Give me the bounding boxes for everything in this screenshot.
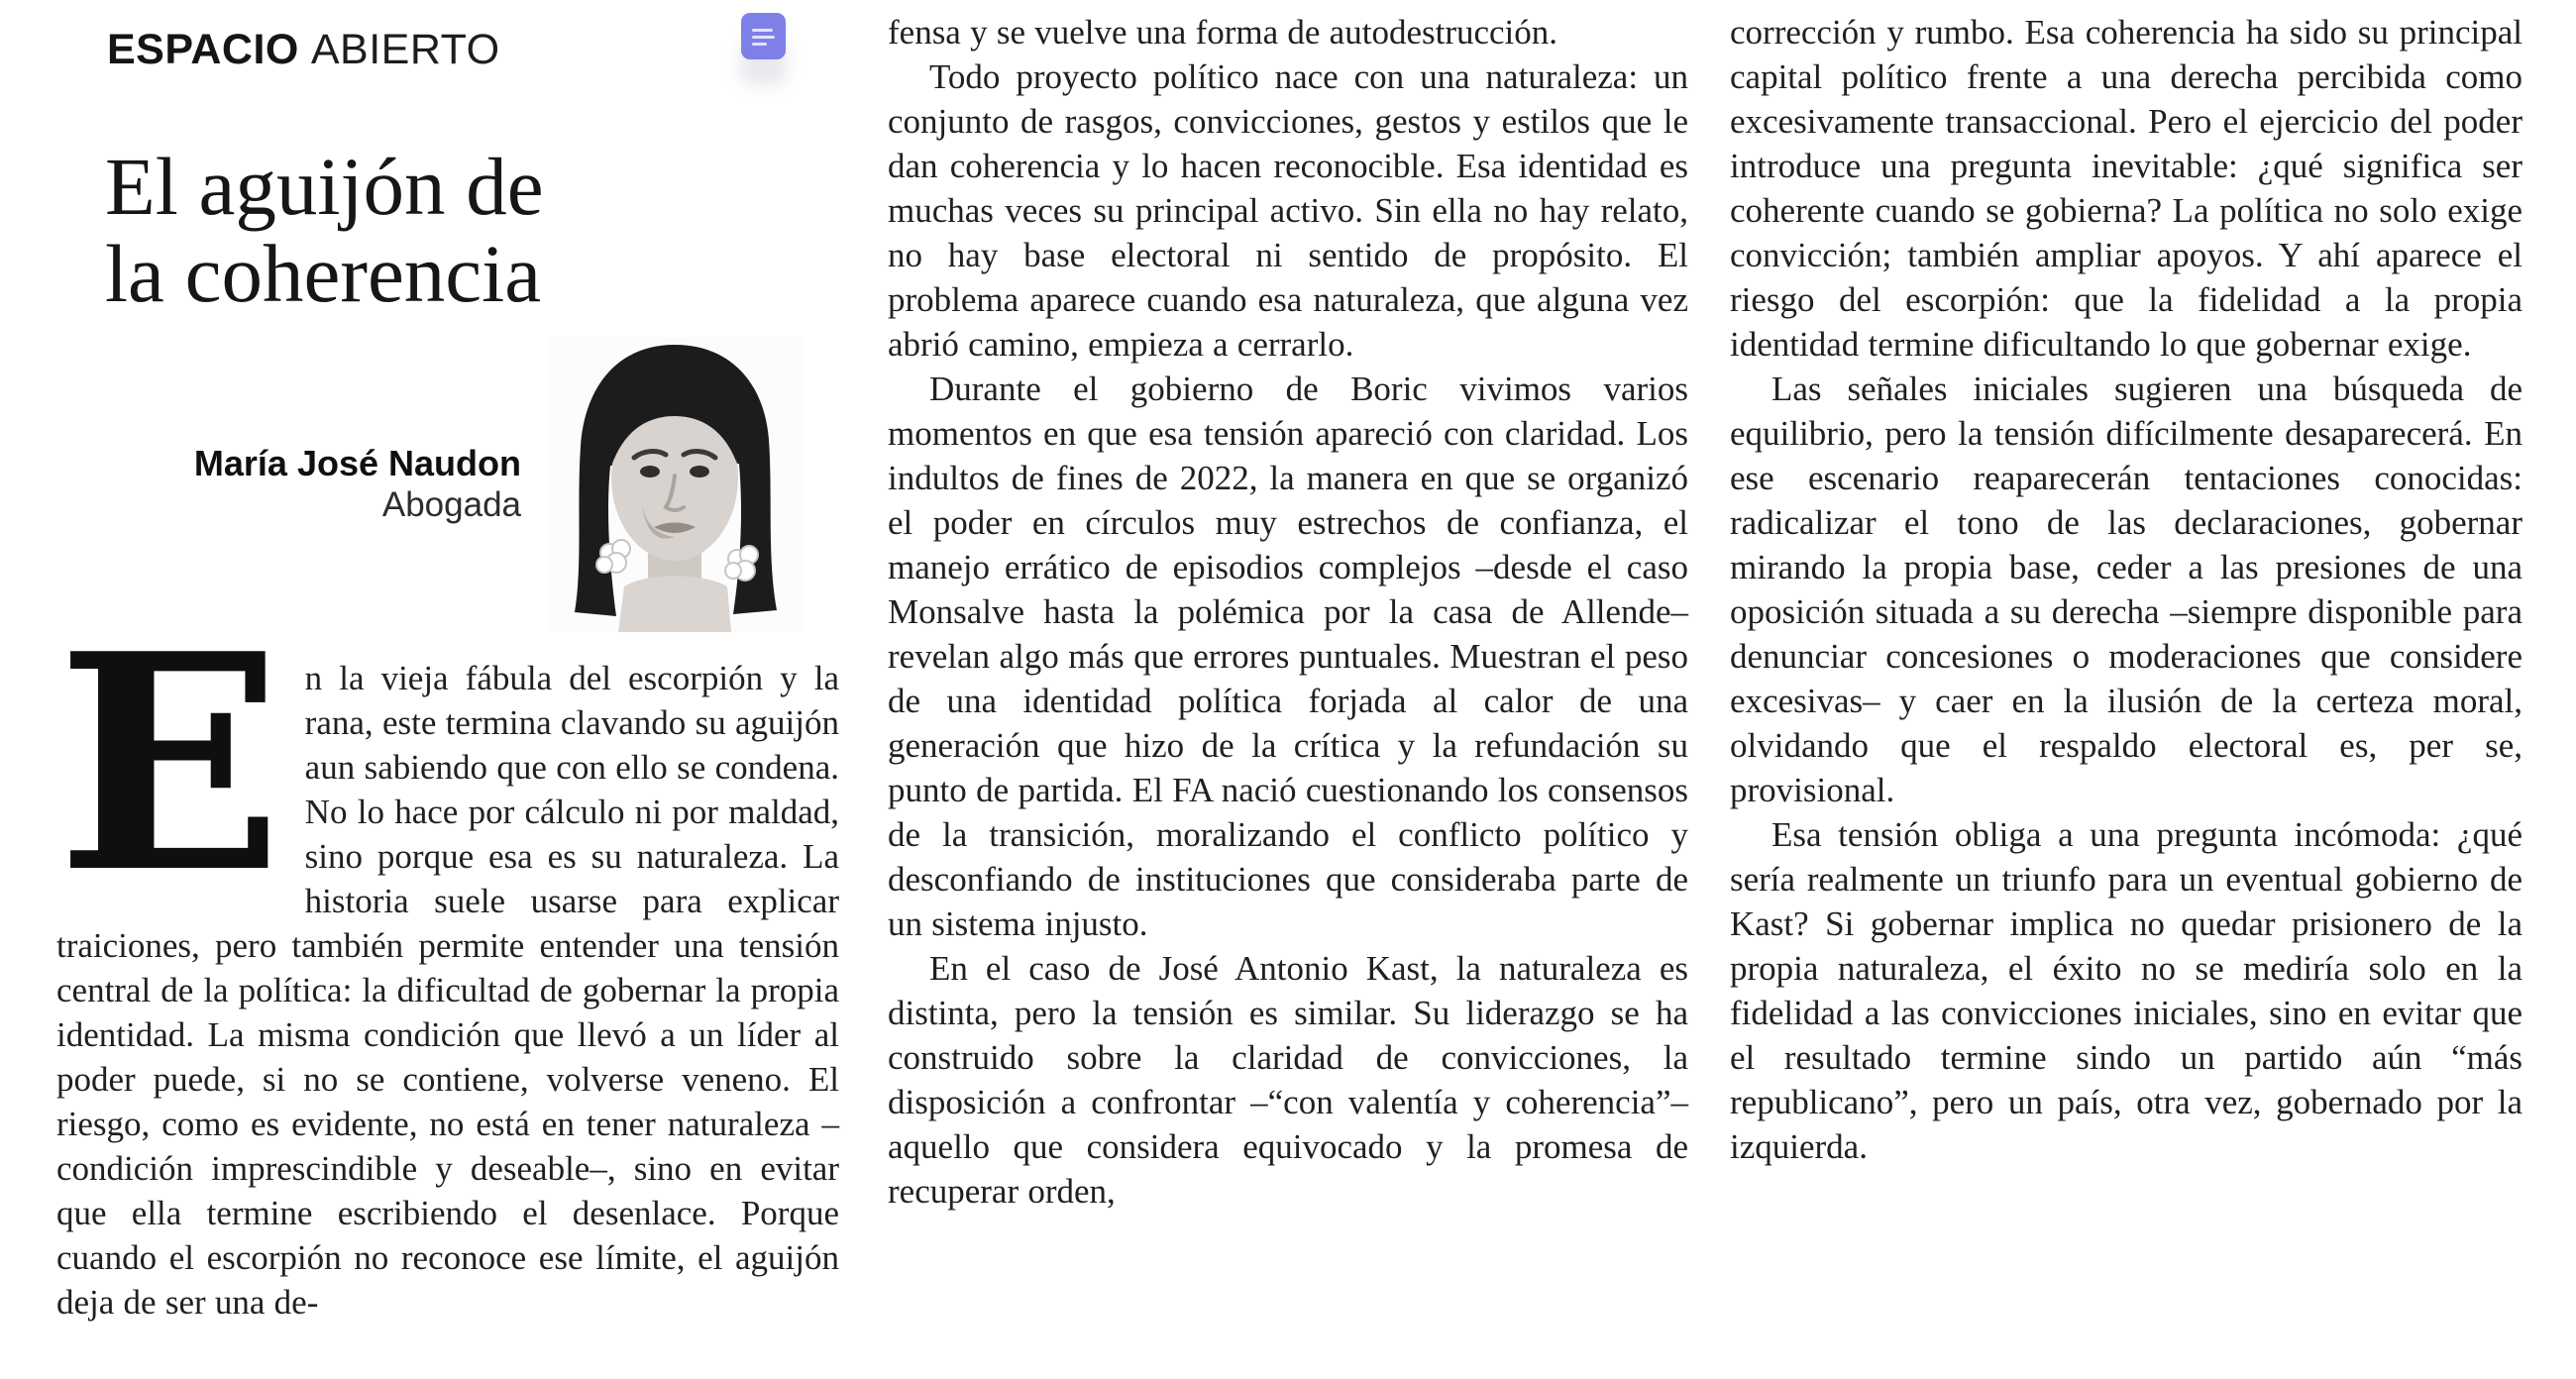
author-portrait-illustration	[547, 337, 803, 632]
article-title	[105, 140, 544, 319]
paragraph: Todo proyecto político nace con una naturaleza: un conjunto de rasgos, convicciones, gestos y estilos que le dan coherencia y lo hacen reconocible. Esa identidad es muchas veces su principal activo. Sin ella no hay relato, no hay base electoral ni sentido de propósito. El problema aparece cuando esa naturaleza, que alguna vez abrió camino, empieza a cerrarlo.	[888, 57, 1688, 364]
author-photo	[547, 337, 803, 632]
article-title-line1: El aguijón de	[105, 140, 544, 232]
paragraph: fensa y se vuelve una forma de autodestrucción.	[888, 13, 1558, 52]
section-kicker-light: ABIERTO	[310, 26, 500, 73]
article-title-line2: la coherencia	[105, 227, 542, 319]
widget-text-line-icon	[752, 29, 773, 32]
paragraph: Las señales iniciales sugieren una búsqueda de equilibrio, pero la tensión difícilmente desaparecerá. En ese escenario reaparecerán tentaciones conocidas: radicalizar el tono de las declaraciones, gobernar mirando la propia base, ceder a las presiones de una oposición situada a su derecha –siempre disponible para denunciar concesiones o moderaciones que considere excesivas– y caer en la ilusión de la certeza moral, olvidando que el respaldo electoral es, per se, provisional.	[1730, 370, 2522, 809]
paragraph: Esa tensión obliga a una pregunta incómoda: ¿qué sería realmente un triunfo para un eventual gobierno de Kast? Si gobernar implica no quedar prisionero de la propia naturaleza, el éxito no se mediría solo en la fidelidad a las convicciones iniciales, sino en evitar que el resultado termine sindo un partido aún “más republicano”, pero un país, otra vez, gobernado por la izquierda.	[1730, 815, 2522, 1166]
paragraph	[56, 588, 839, 1325]
author-text	[107, 443, 547, 526]
article-column-2	[888, 10, 1688, 1214]
paragraph: En el caso de José Antonio Kast, la naturaleza es distinta, pero la tensión es similar. Su liderazgo se ha construido sobre la claridad de convicciones, la disposición a confrontar –“con valentía y coherencia”– aquello que considera equivocado y la promesa de recuperar orden,	[888, 949, 1688, 1211]
article-column-1	[56, 588, 839, 1325]
section-kicker-bold: ESPACIO	[107, 26, 299, 73]
widget-text-line-icon	[752, 43, 767, 46]
paragraph: corrección y rumbo. Esa coherencia ha sido su principal capital político frente a una derecha percibida como excesivamente transaccional. Pero el ejercicio del poder introduce una pregunta inevitable: ¿qué significa ser coherente cuando se gobierna? La política no solo exige convicción; también ampliar apoyos. Y ahí aparece el riesgo del escorpión: que la fidelidad a la propia identidad termine dificultando lo que gobernar exige.	[1730, 13, 2522, 364]
paragraph-text: n la vieja fábula del escorpión y la rana, este termina clavando su aguijón aun sabiendo que con ello se condena. No lo hace por cálculo ni por maldad, sino porque esa es su naturaleza. La historia suele usarse para explicar traiciones, pero también permite entender una tensión central de la política: la dificultad de gobernar la propia identidad. La misma condición que llevó a un líder al poder puede, si no se contiene, volverse veneno. El riesgo, como es evidente, no está en tener naturaleza –condición imprescindible y deseable–, sino en evitar que ella termine escribiendo el desenlace. Porque cuando el escorpión no reconoce ese límite, el aguijón deja de ser una de-	[56, 659, 839, 1322]
article-column-3	[1730, 10, 2522, 1169]
widget-text-line-icon	[752, 36, 775, 39]
author-name: María José Naudon	[193, 443, 521, 483]
overlay-widget-button[interactable]	[741, 13, 786, 59]
section-kicker	[107, 26, 500, 74]
author-role: Abogada	[381, 485, 521, 524]
paragraph: Durante el gobierno de Boric vivimos varios momentos en que esa tensión apareció con claridad. Los indultos de fines de 2022, la manera en que se organizó el poder en círculos muy estrechos de confianza, el manejo errático de episodios complejos –desde el caso Monsalve hasta la polémica por la casa de Allende– revelan algo más que errores puntuales. Muestran el peso de una identidad política forjada al calor de una generación que hizo de la crítica y la refundación su punto de partida. El FA nació cuestionando los consensos de la transición, moralizando el conflicto político y desconfiando de instituciones que consideraba parte de un sistema injusto.	[888, 370, 1688, 943]
drop-cap: E	[56, 588, 283, 938]
